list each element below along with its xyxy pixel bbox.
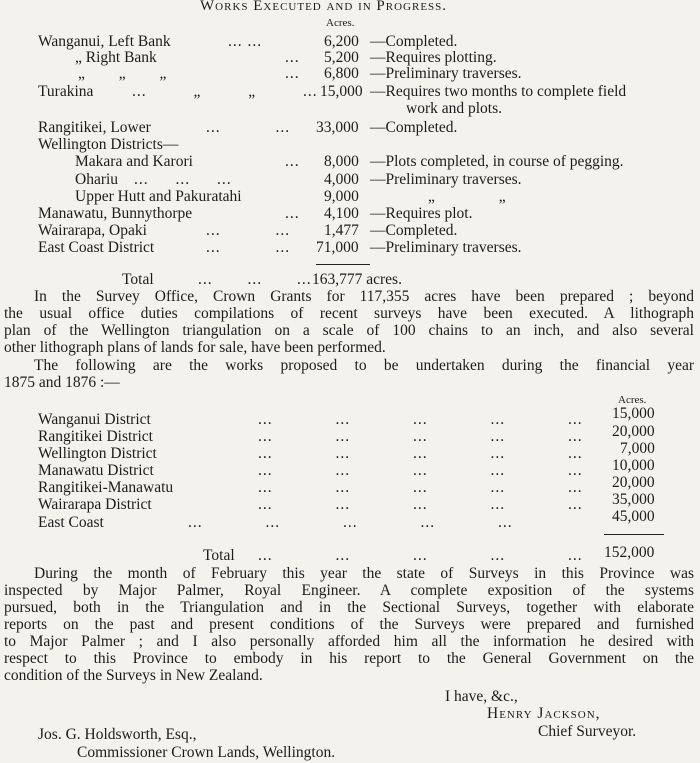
text-line: The following are the works proposed to be undertaken during the financial year [34,357,694,374]
proposed-name: Wellington District [38,445,157,462]
total-rule [604,534,664,535]
works-name: Makara and Karori [75,153,193,170]
works-acres: 6,800 [324,65,359,82]
works-leader: ... ... [206,239,291,256]
works-note: —Requires two months to complete field [370,83,627,100]
works-leader: ... [285,153,300,170]
works-note: —Preliminary traverses. [370,65,522,82]
works-name: Manawatu, Bunnythorpe [38,205,193,222]
text-line: inspected by Major Palmer, Royal Engineer. A complete exposition of the systems [4,582,694,599]
works-leader: ... ... ... [134,171,232,188]
paragraph-inspection [4,565,694,684]
text-line: plan of the Wellington triangulation on a scale of 100 chains to an inch, and also several [4,322,694,339]
works-name: Wanganui, Left Bank [38,33,171,50]
works-name: Upper Hutt and Pakuratahi [75,188,242,205]
works-name: East Coast District [38,239,155,256]
proposed-acres: 10,000 [612,457,655,474]
proposed-acres: 35,000 [612,491,655,508]
proposed-acres: 15,000 [612,405,655,422]
proposed-leader: ... ... ... ... ... [258,411,583,428]
text-line: condition of the Surveys in New Zealand. [4,667,263,684]
works-note: work and plots. [406,100,503,117]
works-leader: ... ... [206,119,291,136]
proposed-acres: 45,000 [612,508,655,525]
works-leader: ... [285,49,300,66]
proposed-acres: 7,000 [620,440,655,457]
works-acres: 71,000 [316,239,359,256]
works-note: —Preliminary traverses. [370,171,522,188]
text-line: respect to this Province to embody in his report to the General Government on the [4,650,694,667]
works-name: Ohariu [75,171,119,188]
proposed-name: Manawatu District [38,462,154,479]
works-leader: ... ... [206,222,291,239]
works-leader: ... [285,205,300,222]
works-note: „ „ [428,188,506,205]
works-name: Wairarapa, Opaki [38,222,147,239]
works-name: „ Right Bank [75,49,157,66]
proposed-name: East Coast [38,514,104,531]
works-note: —Completed. [370,119,458,136]
proposed-leader: ... ... ... ... ... [258,462,583,479]
proposed-leader: ... ... ... ... ... [258,428,583,445]
text-line: In the Survey Office, Crown Grants for 117,355 acres have been prepared ; beyond [34,288,694,305]
proposed-acres: 20,000 [612,474,655,491]
section-heading: Works Executed and in Progress. [200,0,448,14]
works-name: Turakina [38,83,94,100]
proposed-leader: ... ... ... ... ... [258,445,583,462]
proposed-total-label: Total [203,547,235,564]
text-line: to Major Palmer ; and I also personally afforded him all the information he desired with [4,633,694,650]
works-note: —Plots completed, in course of pegging. [370,153,624,170]
works-note: —Requires plot. [370,205,473,222]
proposed-leader: ... ... ... ... ... [258,496,583,513]
works-note: —Preliminary traverses. [370,239,522,256]
proposed-name: Rangitikei District [38,428,153,445]
proposed-acres: 20,000 [612,423,655,440]
works-note: —Requires plotting. [370,49,497,66]
works-total-leader: ... ... ... [198,271,312,288]
proposed-unit-label: Acres. [618,394,647,406]
text-line: the usual office duties compilations of recent surveys have been executed. A lithograph [4,305,694,322]
total-rule [316,264,370,265]
works-acres: 15,000 [320,83,363,100]
works-total-value: 163,777 acres. [312,271,402,288]
works-acres: 8,000 [324,153,359,170]
paragraph-proposed-intro [4,357,694,391]
proposed-name: Wairarapa District [38,496,152,513]
text-line: pursued, both in the Triangulation and in the Sectional Surveys, together with elaborate [4,599,694,616]
text-line: other lithograph plans of lands for sale, have been performed. [4,339,386,356]
signer-title: Chief Surveyor. [538,723,637,740]
works-leader: ... „ „ ... [132,83,318,100]
paragraph-office [4,288,694,356]
works-leader: ... ... [228,33,263,50]
signature: Henry Jackson, [487,705,601,722]
proposed-leader: ... ... ... ... ... [188,514,513,531]
proposed-total-value: 152,000 [604,544,655,561]
works-name: Rangitikei, Lower [38,119,151,136]
works-acres: 5,200 [324,49,359,66]
works-acres: 4,100 [324,205,359,222]
proposed-name: Rangitikei-Manawatu [38,479,174,496]
addressee-name: Jos. G. Holdsworth, Esq., [38,726,197,743]
works-unit-label: Acres. [326,17,355,29]
works-acres: 9,000 [324,188,359,205]
text-line: reports on the past and present conditions of the Surveys were prepared and furnished [4,616,694,633]
works-acres: 4,000 [324,171,359,188]
proposed-name: Wanganui District [38,411,151,428]
salutation: I have, &c., [445,688,518,705]
works-name: Wellington Districts— [38,136,179,153]
works-acres: 1,477 [324,222,359,239]
works-name: „ „ „ [78,65,167,82]
works-acres: 33,000 [316,119,359,136]
text-line: During the month of February this year the state of Surveys in this Province was [34,565,694,582]
works-note: —Completed. [370,33,458,50]
text-line: 1875 and 1876 :— [4,374,120,391]
works-note: —Completed. [370,222,458,239]
proposed-leader: ... ... ... ... ... [258,479,583,496]
proposed-total-leader: ... ... ... ... ... [258,547,583,564]
works-acres: 6,200 [324,33,359,50]
works-leader: ... [285,65,300,82]
works-total-label: Total [122,271,154,288]
addressee-role: Commissioner Crown Lands, Wellington. [77,744,336,761]
